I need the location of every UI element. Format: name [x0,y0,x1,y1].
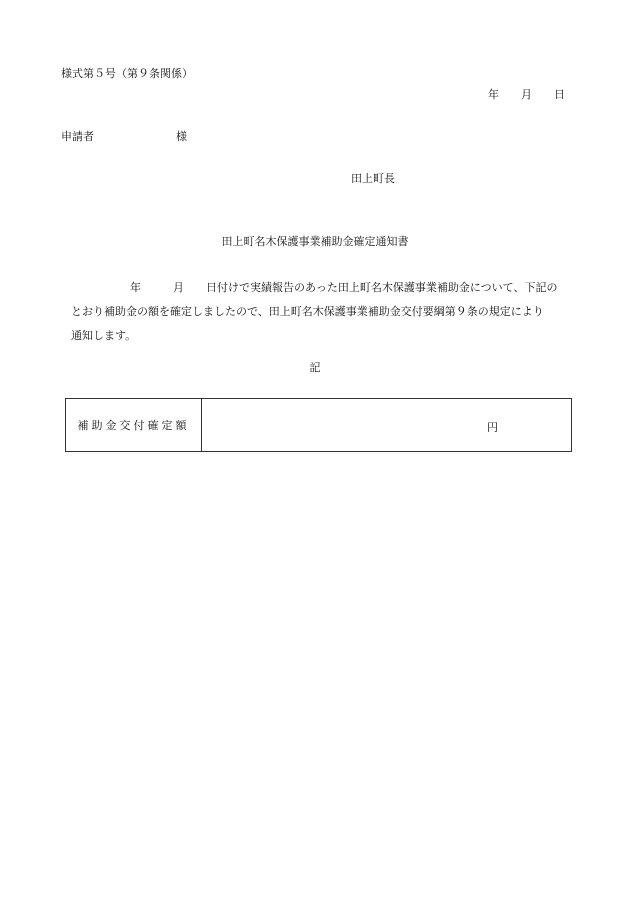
body-year-label: 年 [130,281,141,294]
date-month-label: 月 [521,88,532,101]
amount-table [65,398,572,452]
date-year-label: 年 [488,88,499,101]
amount-label: 補助金交付確定額 [66,399,202,451]
applicant-label: 申請者 [61,130,94,143]
body-line-1-text: 日付けで実績報告のあった田上町名木保護事業補助金について、下記の [206,281,558,294]
document-title: 田上町名木保護事業補助金確定通知書 [221,235,409,248]
issuer: 田上町長 [351,172,395,185]
date-day-label: 日 [554,88,565,101]
body-month-label: 月 [173,281,184,294]
applicant-honorific: 様 [176,130,187,143]
body-line-1 [71,276,581,300]
body-line-2: とおり補助金の額を確定しましたので、田上町名木保護事業補助金交付要綱第９条の規定により [71,305,544,318]
form-number: 様式第５号（第９条関係） [61,67,193,80]
body-text [71,276,581,348]
ki-heading: 記 [309,361,321,374]
date-line [488,88,565,102]
amount-value-cell [202,399,571,451]
amount-unit: 円 [487,421,498,434]
body-line-3: 通知します。 [71,329,137,342]
applicant-line [61,130,187,144]
